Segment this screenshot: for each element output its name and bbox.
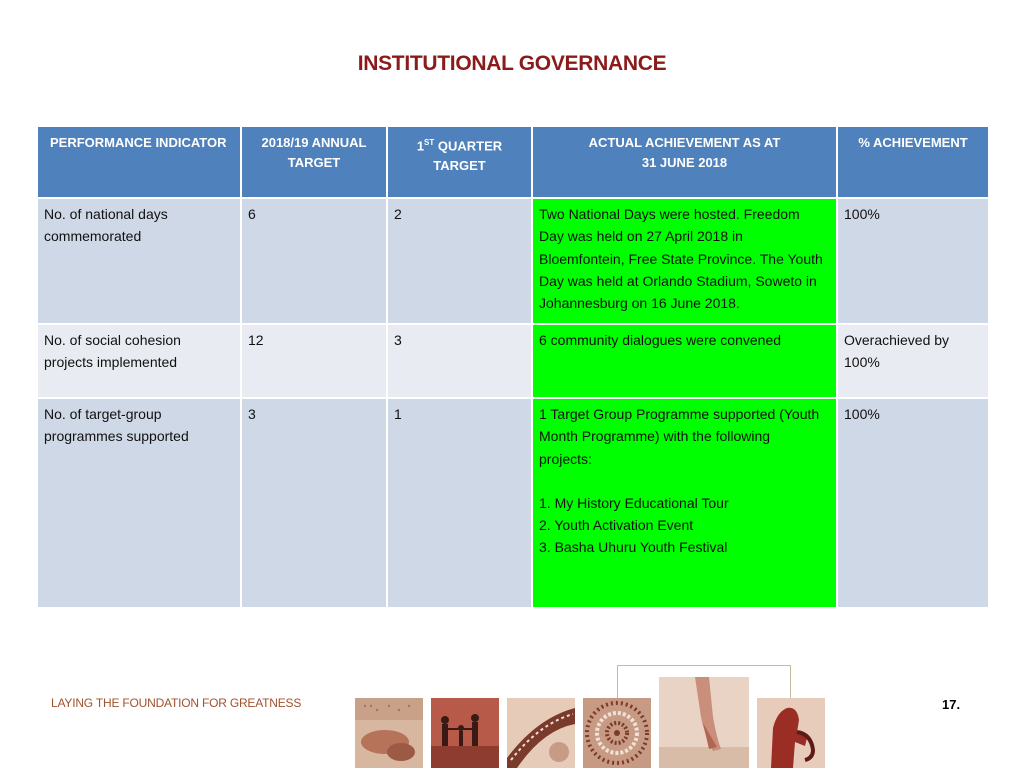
indicator-cell: No. of target-group programmes supported — [37, 398, 241, 608]
header-percent-achievement: % ACHIEVEMENT — [837, 126, 989, 198]
governance-table — [36, 125, 990, 609]
percent-achievement-cell: 100% — [837, 398, 989, 608]
header-actual-achievement: ACTUAL ACHIEVEMENT AS AT 31 JUNE 2018 — [532, 126, 837, 198]
quarter-target-cell: 1 — [387, 398, 532, 608]
header-annual-target: 2018/19 ANNUAL TARGET — [241, 126, 387, 198]
footer-photo-strip — [355, 665, 835, 768]
film-reel-photo-icon — [507, 698, 575, 768]
table-row — [37, 198, 989, 324]
footer-tagline: LAYING THE FOUNDATION FOR GREATNESS — [51, 696, 302, 710]
table-header-row — [37, 126, 989, 198]
header-performance-indicator: PERFORMANCE INDICATOR — [37, 126, 241, 198]
quarter-target-cell: 2 — [387, 198, 532, 324]
quarter-target-cell: 3 — [387, 324, 532, 398]
beadwork-pattern-photo-icon — [583, 698, 651, 768]
page-title: INSTITUTIONAL GOVERNANCE — [357, 52, 667, 75]
list-item: 3. Basha Uhuru Youth Festival — [539, 539, 728, 556]
actual-achievement-cell: 1 Target Group Programme supported (Youth Month Programme) with the following projects: 1. My History Educational Tour 2. Youth Activation Event 3. Basha Uhuru Youth Festival — [532, 398, 837, 608]
ballet-feet-photo-icon — [659, 677, 749, 768]
table-row — [37, 398, 989, 608]
list-item: 2. Youth Activation Event — [539, 517, 694, 534]
saxophone-player-photo-icon — [757, 698, 825, 768]
braille-hands-photo-icon — [355, 698, 423, 768]
indicator-cell: No. of social cohesion projects implemented — [37, 324, 241, 398]
annual-target-cell: 6 — [241, 198, 387, 324]
annual-target-cell: 12 — [241, 324, 387, 398]
annual-target-cell: 3 — [241, 398, 387, 608]
indicator-cell: No. of national days commemorated — [37, 198, 241, 324]
actual-achievement-cell: 6 community dialogues were convened — [532, 324, 837, 398]
percent-achievement-cell: 100% — [837, 198, 989, 324]
page-number: 17. — [942, 697, 961, 712]
table-row — [37, 324, 989, 398]
list-item: 1. My History Educational Tour — [539, 494, 729, 511]
actual-achievement-cell: Two National Days were hosted. Freedom Day was held on 27 April 2018 in Bloemfontein, Free State Province. The Youth Day was held at Orlando Stadium, Soweto in Johannesburg on 16 June 2018. — [532, 198, 837, 324]
percent-achievement-cell: Overachieved by 100% — [837, 324, 989, 398]
family-silhouette-photo-icon — [431, 698, 499, 768]
header-quarter-target: 1ST QUARTER TARGET — [387, 126, 532, 198]
